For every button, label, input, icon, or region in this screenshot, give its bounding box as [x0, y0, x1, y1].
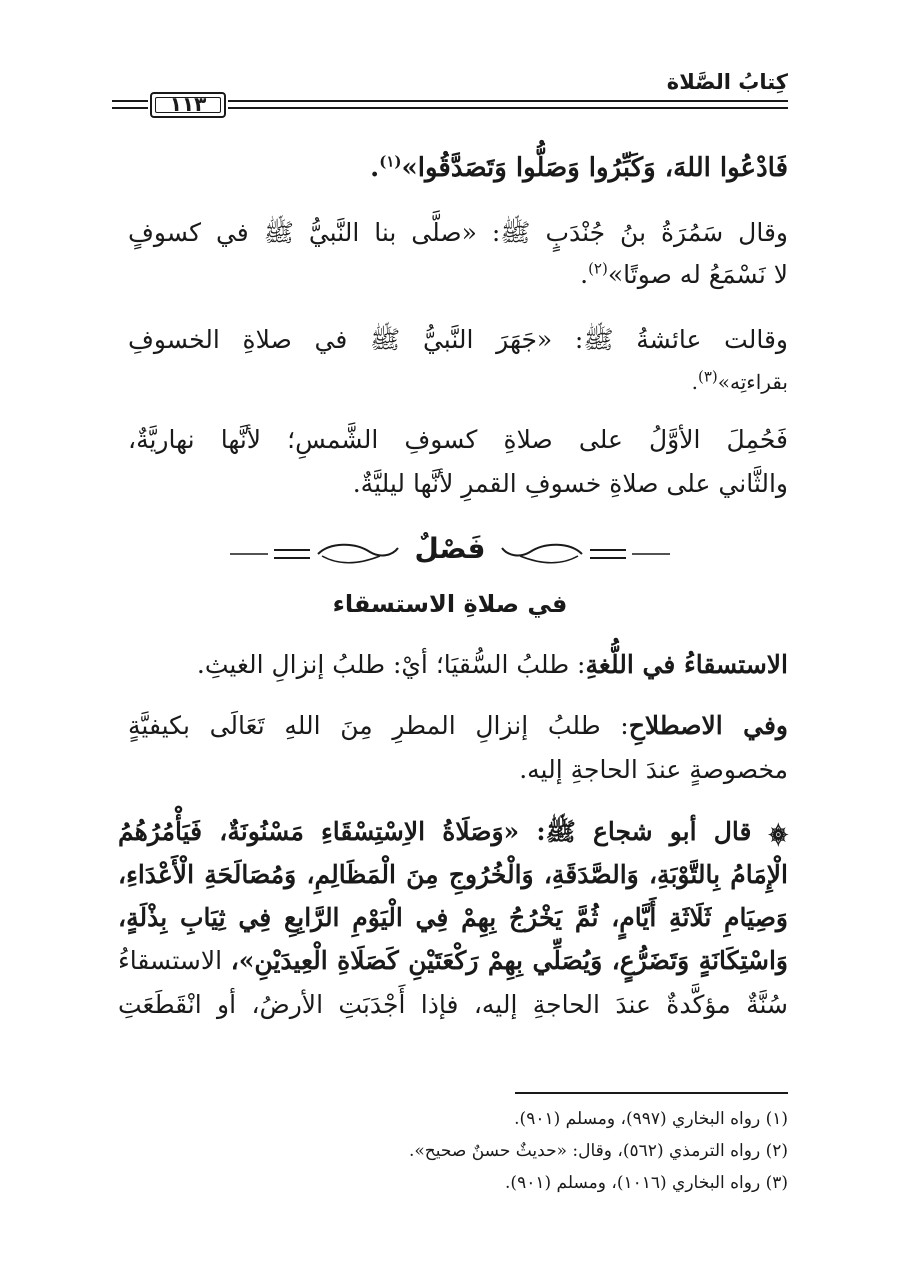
matn-line-3: وَصِيَامِ ثَلَاثَةِ أَيَّامٍ، ثُمَّ يَخْرُجُ بِهِمْ فِي الْيَوْمِ الرَّابِعِ فِي ثِيَابِ بِذْلَةٍ،	[118, 903, 788, 932]
footnote-1: (١) رواه البخاري (٩٩٧)، ومسلم (٩٠١).	[514, 1109, 788, 1129]
body-line-2: وقال سَمُرَةُ بنُ جُنْدَبٍ ﷺ: «صلَّى بنا النَّبيُّ ﷺ في كسوفٍ	[128, 218, 788, 247]
definition-term: وفي الاصطلاحِ	[628, 711, 788, 740]
header-rule	[112, 92, 788, 120]
matn-line-2: الْإِمَامُ بِالتَّوْبَةِ، وَالصَّدَقَةِ، وَالْخُرُوجِ مِنَ الْمَظَالِمِ، وَمُصَالَحَةِ الْأَعْدَاءِ،	[118, 860, 788, 889]
body-line-3: لا نَسْمَعُ له صوتًا»$^{(٢)}$.	[580, 259, 788, 289]
page-number: ١١٣	[169, 92, 207, 116]
body-line-1: فَادْعُوا اللهَ، وَكَبِّرُوا وَصَلُّوا وَتَصَدَّقُوا»$^{(١)}$.	[370, 152, 788, 183]
footnote-divider	[515, 1092, 788, 1094]
footnote-ref-3[interactable]: (٣)	[698, 367, 718, 386]
body-line-5: بقراءتِه»$^{(٣)}$.	[691, 367, 788, 394]
footnote-ref-1[interactable]: (١)	[379, 152, 402, 171]
section-heading-ornament	[230, 532, 670, 576]
quote-text: فَادْعُوا اللهَ، وَكَبِّرُوا وَصَلُّوا وَتَصَدَّقُوا»	[401, 153, 788, 183]
footnote-3: (٣) رواه البخاري (١٠١٦)، ومسلم (٩٠١).	[505, 1173, 788, 1193]
definition-tech: وفي الاصطلاحِ: طلبُ إنزالِ المطرِ مِنَ اللهِ تَعَالَى بكيفيَّةٍ	[128, 711, 788, 740]
definition-tech-cont: مخصوصةٍ عندَ الحاجةِ إليه.	[519, 755, 788, 784]
matn-line-5: سُنَّةٌ مؤكَّدةٌ عندَ الحاجةِ إليه، فإذا أَجْدَبَتِ الأرضُ، أو انْقَطَعَتِ	[118, 990, 788, 1019]
section-label: فَصْلٌ	[414, 532, 486, 565]
body-line-4: وقالت عائشةُ ﷺ: «جَهَرَ النَّبيُّ ﷺ في صلاةِ الخسوفِ	[128, 325, 788, 354]
footnote-ref-2[interactable]: (٢)	[588, 259, 608, 278]
definition-lang: الاستسقاءُ في اللُّغةِ: طلبُ السُّقيَا؛ أيْ: طلبُ إنزالِ الغيثِ.	[196, 650, 788, 679]
body-line-7: والثَّاني على صلاةِ خسوفِ القمرِ لأنَّها ليليَّةٌ.	[352, 469, 788, 498]
matn-line-4: وَاسْتِكَانَةٍ وَتَضَرُّعٍ، وَيُصَلِّي بِهِمْ رَكْعَتَيْنِ كَصَلَاةِ الْعِيدَيْنِ»، الاستسقاءُ	[118, 946, 788, 975]
footnote-2: (٢) رواه الترمذي (٥٦٢)، وقال: «حديثٌ حسنٌ صحيح».	[409, 1141, 788, 1161]
section-title: في صلاةِ الاستسقاء	[332, 590, 568, 618]
definition-term: الاستسقاءُ في اللُّغةِ	[585, 650, 788, 679]
running-head: كِتابُ الصَّلاة	[666, 70, 788, 94]
page-number-frame	[150, 92, 226, 118]
body-line-6: فَحُمِلَ الأوَّلُ على صلاةِ كسوفِ الشَّمسِ؛ لأنَّها نهاريَّةٌ،	[128, 425, 788, 454]
matn-line-1: ۞ قال أبو شجاع ﷺ: «وَصَلَاةُ الاِسْتِسْقَاءِ مَسْنُونَةٌ، فَيَأْمُرُهُمُ	[118, 817, 788, 846]
